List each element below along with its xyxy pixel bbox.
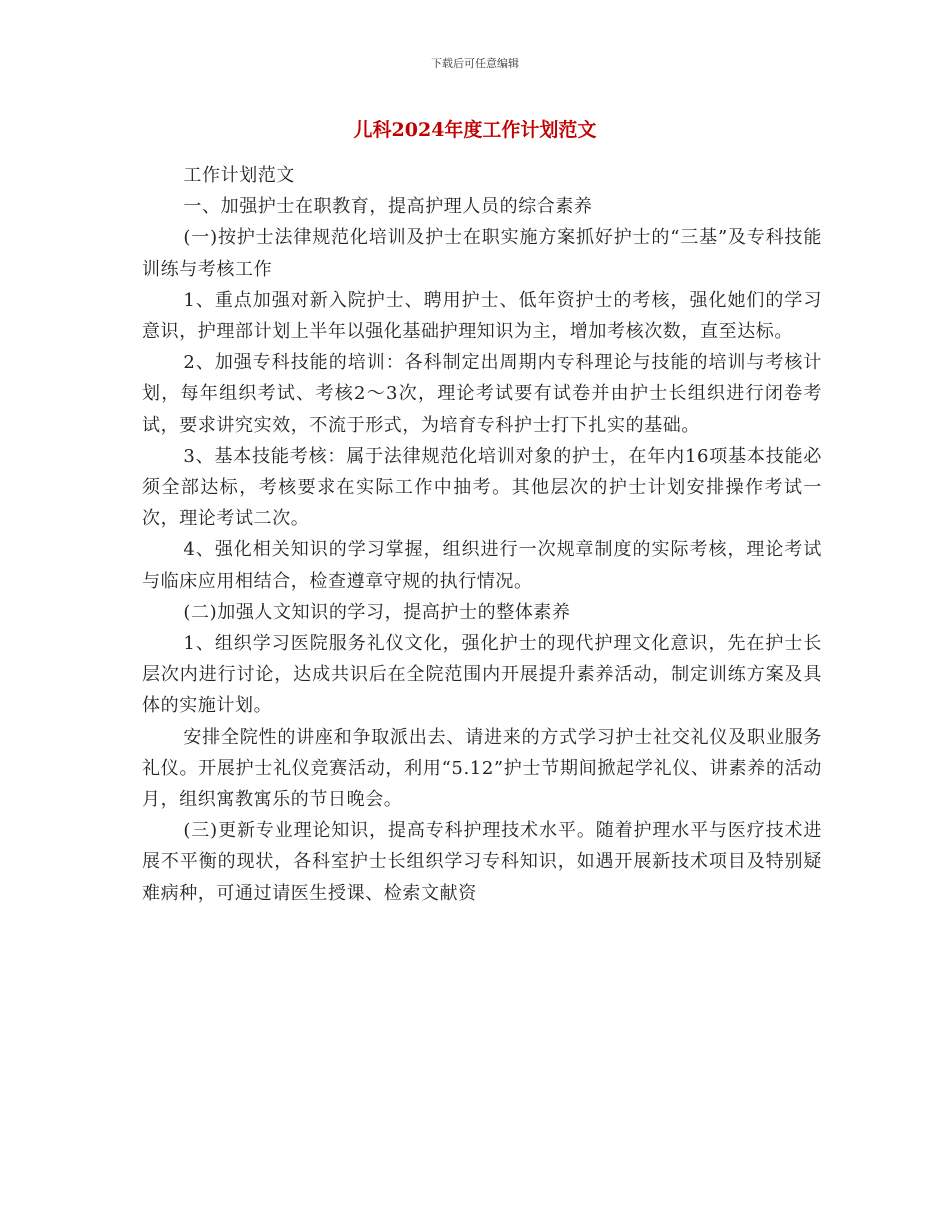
paragraph: 一、加强护士在职教育，提高护理人员的综合素养: [183, 196, 593, 218]
document-body: [142, 160, 822, 909]
paragraph: 工作计划范文: [183, 165, 295, 186]
paragraph: (一)按护士法律规范化培训及护士在职实施方案抓好护士的“三基”及专科技能训练与考核工作: [142, 227, 822, 280]
header-note: 下载后可任意编辑: [431, 57, 519, 70]
document-title: 儿科2024年度工作计划范文: [353, 119, 597, 141]
paragraph: (二)加强人文知识的学习，提高护士的整体素养: [183, 601, 571, 623]
paragraph: 安排全院性的讲座和争取派出去、请进来的方式学习护士社交礼仪及职业服务礼仪。开展护士礼仪竞赛活动，利用“5.12”护士节期间掀起学礼仪、讲素养的活动月，组织寓教寓乐的节日晚会。: [142, 726, 822, 811]
paragraph: 4、强化相关知识的学习掌握，组织进行一次规章制度的实际考核，理论考试与临床应用相结合，检查遵章守规的执行情况。: [142, 539, 822, 592]
paragraph: 1、重点加强对新入院护士、聘用护士、低年资护士的考核，强化她们的学习意识，护理部计划上半年以强化基础护理知识为主，增加考核次数，直至达标。: [142, 289, 822, 343]
paragraph: (三)更新专业理论知识，提高专科护理技术水平。随着护理水平与医疗技术进展不平衡的现状，各科室护士长组织学习专科知识，如遇开展新技术项目及特别疑难病种，可通过请医生授课、检索文献资: [142, 820, 822, 904]
paragraph: 1、组织学习医院服务礼仪文化，强化护士的现代护理文化意识，先在护士长层次内进行讨论，达成共识后在全院范围内开展提升素养活动，制定训练方案及具体的实施计划。: [142, 633, 822, 717]
paragraph: 3、基本技能考核：属于法律规范化培训对象的护士，在年内16项基本技能必须全部达标，考核要求在实际工作中抽考。其他层次的护士计划安排操作考试一次，理论考试二次。: [142, 445, 822, 530]
paragraph: 2、加强专科技能的培训：各科制定出周期内专科理论与技能的培训与考核计划，每年组织考试、考核2～3次，理论考试要有试卷并由护士长组织进行闭卷考试，要求讲究实效，不流于形式，为培育专科护士打下扎实的基础。: [142, 352, 822, 436]
